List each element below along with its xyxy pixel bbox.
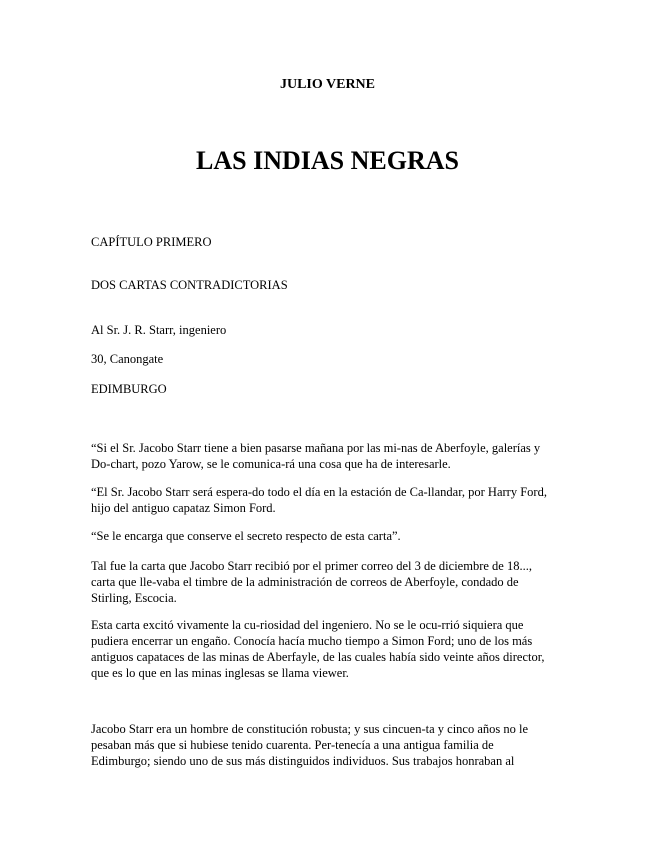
paragraph-line: antiguos capataces de las minas de Aberfayle, de las cuales había sido veinte años director, [91,650,545,664]
paragraph-line: pesaban más que si hubiese tenido cuarenta. Per-tenecía a una antigua familia de [91,738,494,752]
letter-recipient: Al Sr. J. R. Starr, ingeniero [91,323,227,337]
paragraph-line: Esta carta excitó vivamente la cu-riosidad del ingeniero. No se le ocu-rrió siquiera que [91,618,524,632]
paragraph-2 [91,484,571,516]
paragraph-3 [91,528,571,544]
paragraph-line: carta que lle-vaba el timbre de la administración de correos de Aberfoyle, condado de [91,575,519,589]
paragraph-line: pudiera encerrar un engaño. Conocía hacía mucho tiempo a Simon Ford; uno de los más [91,634,533,648]
paragraph-line: Jacobo Starr era un hombre de constitución robusta; y sus cincuen-ta y cinco años no le [91,722,529,736]
paragraph-line: Tal fue la carta que Jacobo Starr recibió por el primer correo del 3 de diciembre de 18..., [91,559,532,573]
paragraph-line: Edimburgo; siendo uno de sus más distinguidos individuos. Sus trabajos honraban al [91,754,515,768]
paragraph-line: Stirling, Escocia. [91,591,177,605]
chapter-number: CAPÍTULO PRIMERO [91,235,212,249]
paragraph-6 [91,721,571,769]
paragraph-line: Do-chart, pozo Yarow, se le comunica-rá una cosa que ha de interesarle. [91,457,451,471]
paragraph-line: “Se le encarga que conserve el secreto respecto de esta carta”. [91,529,401,543]
author-name: JULIO VERNE [279,77,376,92]
chapter-title: DOS CARTAS CONTRADICTORIAS [91,278,288,292]
paragraph-5 [91,617,571,681]
letter-city: EDIMBURGO [91,382,167,396]
paragraph-line: “Si el Sr. Jacobo Starr tiene a bien pasarse mañana por las mi-nas de Aberfoyle, galerías y [91,441,541,455]
letter-street: 30, Canongate [91,352,164,366]
paragraph-1 [91,440,571,472]
paragraph-line: “El Sr. Jacobo Starr será espera-do todo el día en la estación de Ca-llandar, por Harry Ford, [91,485,547,499]
paragraph-line: que es lo que en las minas inglesas se llama viewer. [91,666,349,680]
paragraph-4 [91,558,571,606]
book-title: LAS INDIAS NEGRAS [196,146,459,175]
paragraph-line: hijo del antiguo capataz Simon Ford. [91,501,276,515]
